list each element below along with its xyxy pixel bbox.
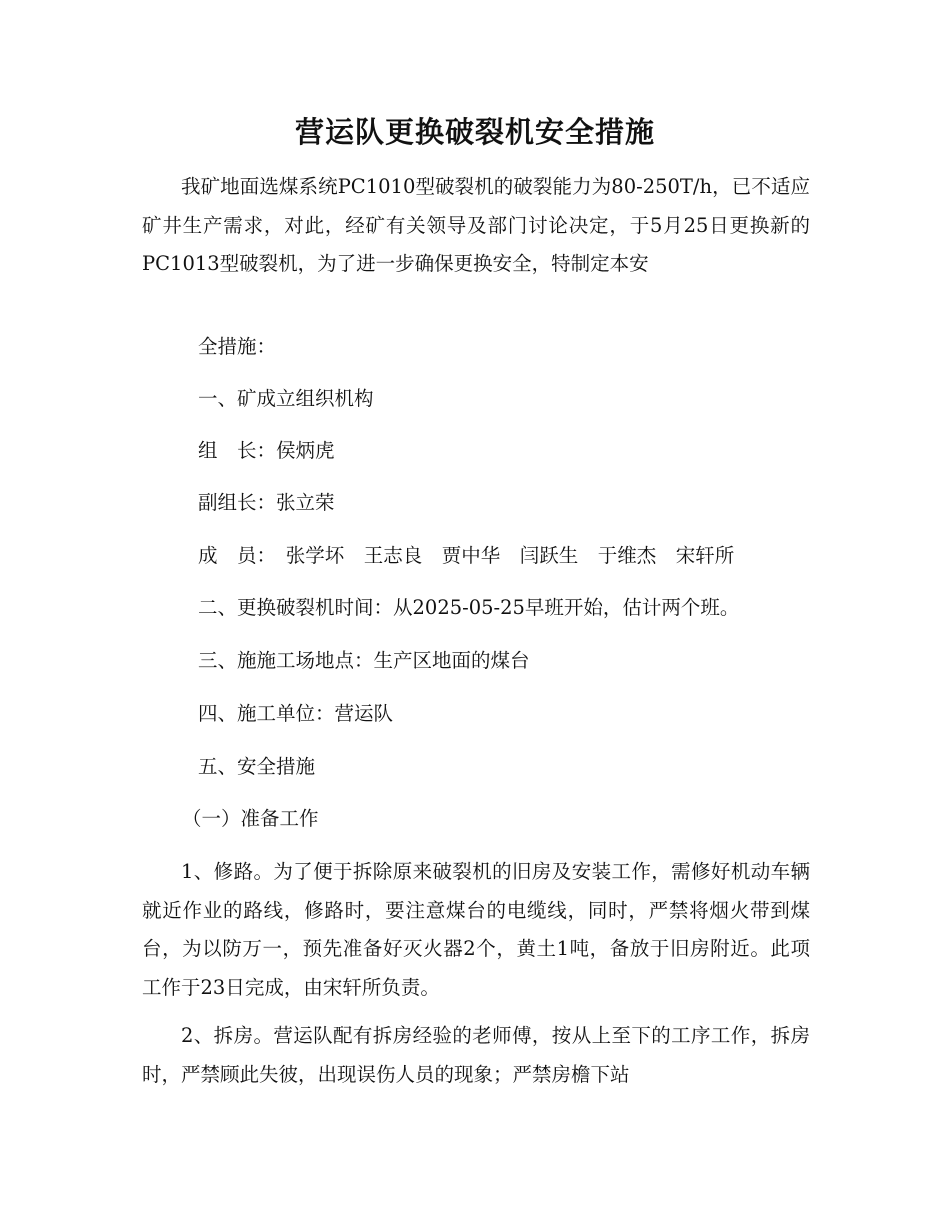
item-paragraph-road-repair: 1、修路。为了便于拆除原来破裂机的旧房及安装工作，需修好机动车辆就近作业的路线，修路时，要注意煤台的电缆线，同时，严禁将烟火带到煤台，为以防万一，预先准备好灭火器2个，黄土1吨，备放于旧房附近。此项工作于23日完成，由宋轩所负责。 — [142, 860, 810, 999]
subsection-heading-preparation: （一）准备工作 — [182, 807, 319, 830]
document-title: 营运队更换破裂机安全措施 — [294, 115, 655, 149]
deputy-leader-line: 副组长：张立荣 — [198, 491, 335, 514]
section-heading-unit: 四、施工单位：营运队 — [198, 702, 394, 725]
section-heading-safety: 五、安全措施 — [198, 755, 316, 778]
measures-heading: 全措施： — [198, 335, 277, 358]
item-paragraph-demolition: 2、拆房。营运队配有拆房经验的老师傅，按从上至下的工序工作，拆房时，严禁顾此失彼，出现误伤人员的现象；严禁房檐下站 — [142, 1024, 810, 1086]
members-line: 成 员： 张学坏 王志良 贾中华 闫跃生 于维杰 宋轩所 — [198, 544, 735, 567]
intro-paragraph: 我矿地面选煤系统PC1010型破裂机的破裂能力为80-250T/h，已不适应矿井生产需求，对此，经矿有关领导及部门讨论决定，于5月25日更换新的PC1013型破裂机，为了进一步确保更换安全，特制定本安 — [142, 175, 810, 275]
leader-line: 组 长：侯炳虎 — [198, 439, 335, 462]
section-heading-time: 二、更换破裂机时间：从2025-05-25早班开始，估计两个班。 — [198, 596, 740, 619]
section-heading-organization: 一、矿成立组织机构 — [198, 387, 374, 410]
section-heading-location: 三、施施工场地点：生产区地面的煤台 — [198, 649, 530, 672]
